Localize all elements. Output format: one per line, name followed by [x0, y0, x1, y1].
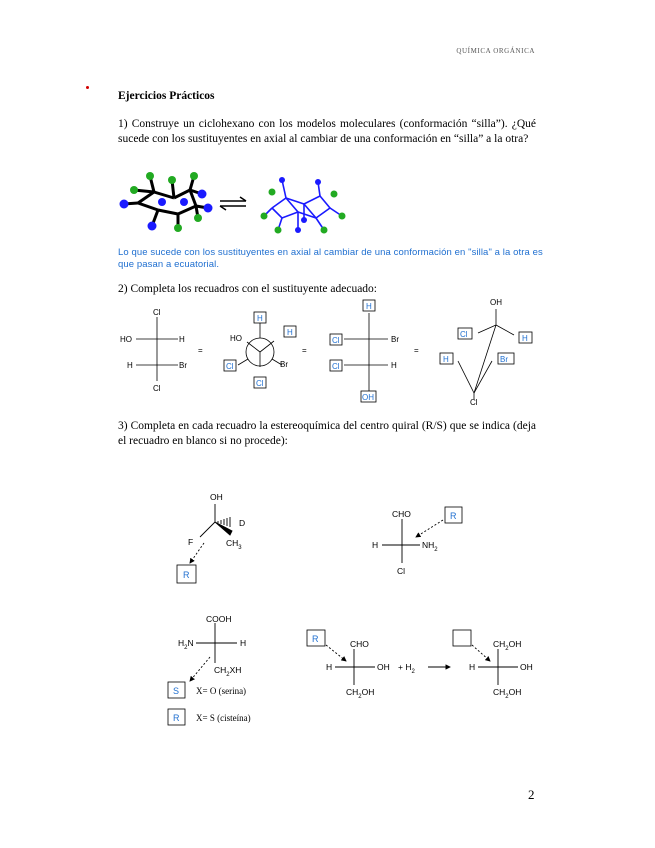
exercise-3-question: 3) Completa en cada recuadro la estereoquímica del centro quiral (R/S) que se indica (deja el recuadro en blanco si no procede):: [118, 420, 536, 447]
mol3-box-serina: S: [173, 686, 180, 696]
mol2-top: CHO: [392, 509, 411, 519]
fischer2-left2-box: Cl: [332, 362, 340, 371]
mol3-box-cisteina: R: [173, 713, 180, 723]
equals-1: =: [198, 346, 203, 355]
mol1-bottom: $CH_3$: [226, 538, 242, 551]
molecule-4: [326, 645, 375, 685]
exercise-2-diagrams: [112, 295, 552, 407]
fischer1-right: H: [179, 335, 185, 344]
margin-mark: [86, 86, 89, 89]
exercise-2-question: 2) Completa los recuadros con el sustituyente adecuado:: [118, 283, 377, 295]
chair-conformation-models: [112, 168, 352, 240]
mol4-left: H: [326, 662, 333, 672]
fischer2-right2: H: [391, 361, 397, 370]
mol2-bottom: Cl: [397, 566, 406, 576]
newman-left-box: Cl: [226, 362, 234, 371]
sawhorse-left-box: Cl: [460, 330, 468, 339]
fischer2-top-box: H: [366, 302, 372, 311]
newman-right-box: H: [287, 328, 293, 337]
newman-right: Br: [280, 360, 288, 369]
fischer-projection-2: [344, 313, 388, 391]
molecule-5: [472, 645, 518, 685]
mol1-box: R: [183, 570, 190, 580]
sawhorse-right-box: H: [522, 334, 528, 343]
mol5-top: $CH_2OH$: [493, 639, 522, 652]
fischer2-left-box: Cl: [332, 336, 340, 345]
sawhorse-top: OH: [490, 298, 502, 307]
mol4-reagent: + $H_2$: [398, 662, 415, 675]
mol1-right: D: [239, 518, 246, 528]
fischer1-top: Cl: [153, 308, 161, 317]
exercise-1-question: 1) Construye un ciclohexano con los modelos moleculares (conformación “silla”). ¿Qué sucede con los sustituyentes en axial al cambiar de una conformación en “silla” a la otra?: [118, 118, 536, 145]
mol5-left: H: [469, 662, 476, 672]
fischer2-bottom-box: OH: [362, 393, 374, 402]
section-title: Ejercicios Prácticos: [118, 90, 215, 102]
equals-3: =: [414, 346, 419, 355]
newman-bottom-box: Cl: [256, 379, 264, 388]
mol3-right: H: [240, 638, 247, 648]
mol3-left: $H_2N$: [178, 638, 194, 651]
mol4-bottom: $CH_2OH$: [346, 687, 375, 700]
fischer2-right: Br: [391, 335, 399, 344]
mol1-top: OH: [210, 492, 223, 502]
mol3-serina-caption: X= O (serina): [196, 686, 247, 696]
fischer1-right2: Br: [179, 361, 187, 370]
exercise-3-diagrams: [160, 485, 540, 730]
newman-front-left: HO: [230, 334, 242, 343]
mol3-top: COOH: [206, 614, 232, 624]
sawhorse-right2-box: Br: [500, 355, 508, 364]
equilibrium-arrows: [220, 197, 246, 210]
exercise-1-answer: Lo que sucede con los sustituyentes en axial al cambiar de una conformación en "silla" a la otra es que pasan a ecuatorial.: [118, 247, 543, 270]
mol2-box: R: [450, 511, 457, 521]
mol2-left: H: [372, 540, 379, 550]
page-number: 2: [528, 787, 535, 802]
mol4-box: R: [312, 634, 319, 644]
fischer1-bottom: Cl: [153, 384, 161, 393]
mol2-right: $NH_2$: [422, 540, 438, 553]
mol1-left: F: [188, 537, 194, 547]
running-header: QUÍMICA ORGÁNICA: [456, 47, 535, 55]
mol3-cisteina-caption: X= S (cisteína): [196, 713, 251, 723]
mol4-right: OH: [377, 662, 390, 672]
chair-model-2-atoms: [261, 177, 346, 234]
mol5-bottom: $CH_2OH$: [493, 687, 522, 700]
equals-2: =: [302, 346, 307, 355]
fischer1-left: HO: [120, 335, 132, 344]
sawhorse-left2-box: H: [443, 355, 449, 364]
newman-projection: [238, 323, 282, 367]
fischer-projection-1: [136, 317, 178, 381]
molecule-1: [190, 504, 232, 563]
mol3-bottom: $CH_2XH$: [214, 665, 242, 678]
fischer1-left2: H: [127, 361, 133, 370]
mol5-right: OH: [520, 662, 533, 672]
mol4-top: CHO: [350, 639, 369, 649]
newman-top-box: H: [257, 314, 263, 323]
sawhorse-bottom: Cl: [470, 398, 478, 407]
